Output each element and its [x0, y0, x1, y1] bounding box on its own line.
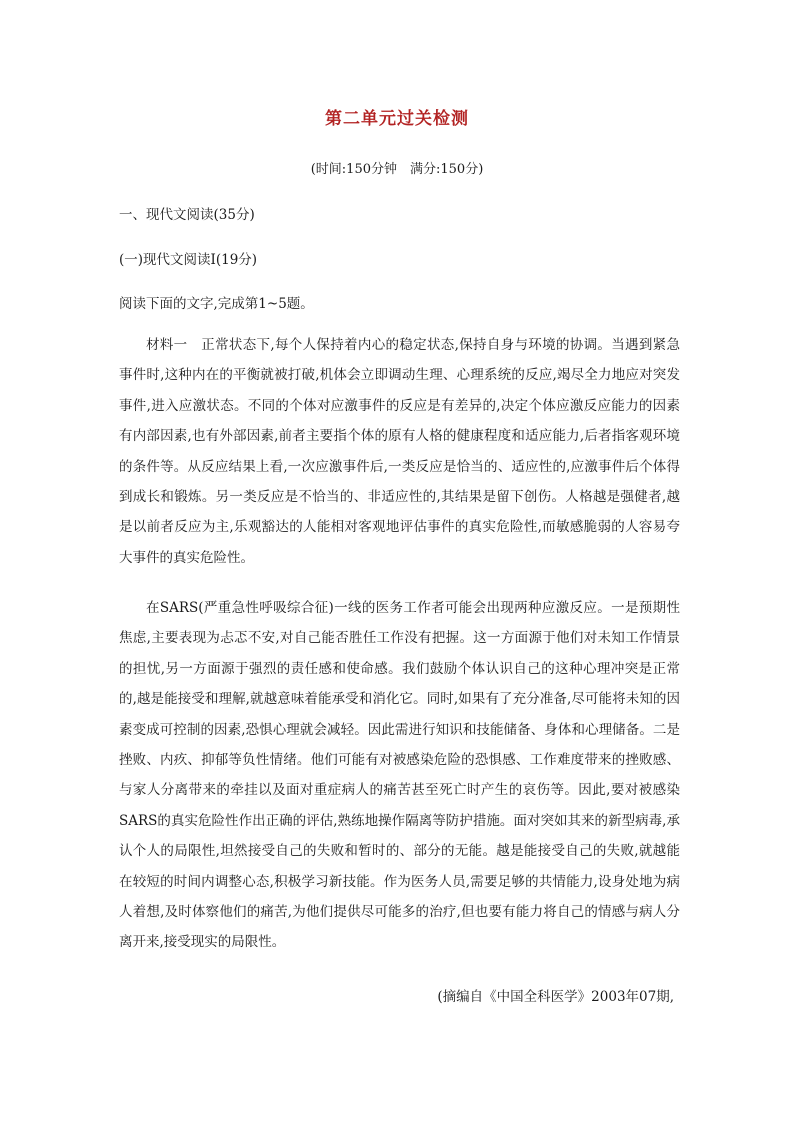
exam-time-and-score: (时间:150分钟 满分:150分) [310, 162, 484, 177]
section-heading: 一、现代文阅读(35分) [119, 207, 255, 223]
reading-instruction: 阅读下面的文字,完成第1~5题。 [119, 296, 314, 312]
document-title: 第二单元过关检测 [325, 109, 469, 129]
subsection-heading: (一)现代文阅读Ⅰ(19分) [119, 252, 258, 268]
material-paragraph-2: 在SARS(严重急性呼吸综合征)一线的医务工作者可能会出现两种应激反应。一是预期性焦虑,主要表现为忐忑不安,对自己能否胜任工作没有把握。这一方面源于他们对未知工作情景的担忧,另一方面源于强烈的责任感和使命感。我们鼓励个体认识自己的这种心理冲突是正常的,越是能接受和理解,就越意味着能承受和消化它。同时,如果有了充分准备,尽可能将未知的因素变成可控制的因素,恐惧心理就会减轻。因此需进行知识和技能储备、身体和心理储备。二是挫败、内疚、抑郁等负性情绪。他们可能有对被感染危险的恐惧感、工作难度带来的挫败感、与家人分离带来的牵挂以及面对重症病人的痛苦甚至死亡时产生的哀伤等。因此,要对被感染SARS的真实危险性作出正确的评估,熟练地操作隔离等防护措施。面对突如其来的新型病毒,承认个人的局限性,坦然接受自己的失败和暂时的、部分的无能。越是能接受自己的失败,就越能在较短的时间内调整心态,积极学习新技能。作为医务人员,需要足够的共情能力,设身处地为病人着想,及时体察他们的痛苦,为他们提供尽可能多的治疗,但也要有能力将自己的情感与病人分离开来,接受现实的局限性。 [119, 600, 680, 951]
source-citation: (摘编自《中国全科医学》2003年07期, [437, 989, 674, 1005]
material-paragraph-1: 材料一 正常状态下,每个人保持着内心的稳定状态,保持自身与环境的协调。当遇到紧急事件时,这种内在的平衡就被打破,机体会立即调动生理、心理系统的反应,竭尽全力地应对突发事件,进入应激状态。不同的个体对应激事件的反应是有差异的,决定个体应激反应能力的因素有内部因素,也有外部因素,前者主要指个体的原有人格的健康程度和适应能力,后者指客观环境的条件等。从反应结果上看,一次应激事件后,一类反应是恰当的、适应性的,应激事件后个体得到成长和锻炼。另一类反应是不恰当的、非适应性的,其结果是留下创伤。人格越是强健者,越是以前者反应为主,乐观豁达的人能相对客观地评估事件的真实危险性,而敏感脆弱的人容易夸大事件的真实危险性。 [119, 337, 680, 566]
